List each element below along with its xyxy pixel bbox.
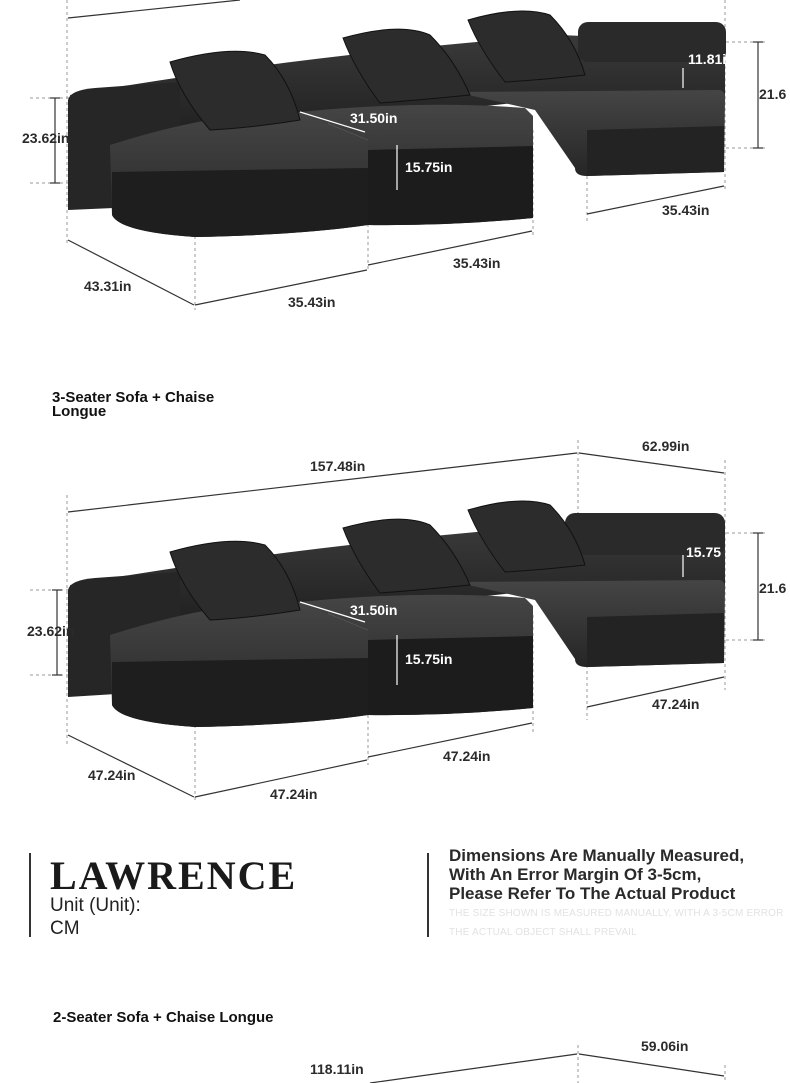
seat-front-mid xyxy=(368,146,533,225)
caption-2-seater: 2-Seater Sofa + Chaise Longue xyxy=(53,1009,274,1026)
notice-divider xyxy=(427,853,429,937)
chaise-front-2 xyxy=(587,613,724,667)
label-depth-bottom-2: 47.24in xyxy=(88,767,136,783)
seat-front-left xyxy=(112,168,368,237)
label-chaise-width-2: 47.24in xyxy=(652,696,700,712)
label-seat-b-2: 47.24in xyxy=(443,748,491,764)
sofa-1-drawing xyxy=(0,0,790,330)
unit-value: CM xyxy=(50,918,80,939)
brand-name: LAWRENCE xyxy=(50,853,298,898)
seat-front-mid-2 xyxy=(368,636,533,715)
chaise-front xyxy=(587,126,724,176)
notice-line-3: Please Refer To The Actual Product xyxy=(449,884,736,903)
label-depth-left: 23.62in xyxy=(22,130,70,146)
sofa-diagram-3 xyxy=(0,1030,790,1083)
label-seat-a-2: 47.24in xyxy=(270,786,318,802)
dimension-lines-3 xyxy=(370,1054,724,1083)
notice-sub-2: THE ACTUAL OBJECT SHALL PREVAIL xyxy=(449,927,637,938)
sofa-diagram-2 xyxy=(0,435,790,815)
label-seat-a: 35.43in xyxy=(288,294,336,310)
label-height-seat-2: 15.75in xyxy=(405,651,453,667)
label-arm-width: 11.81in xyxy=(688,51,735,67)
seat-front-left-2 xyxy=(112,658,368,727)
label-total-width-3: 118.11in xyxy=(310,1061,364,1077)
caption-3-seater: 3-Seater Sofa + Chaise Longue xyxy=(52,389,215,420)
label-depth-left-2: 23.62in xyxy=(27,623,75,639)
label-seat-b: 35.43in xyxy=(453,255,501,271)
notice-line-1: Dimensions Are Manually Measured, xyxy=(449,846,745,865)
brand-divider xyxy=(29,853,31,937)
label-depth-bottom: 43.31in xyxy=(84,278,132,294)
notice-line-2: With An Error Margin Of 3-5cm, xyxy=(449,865,702,884)
label-arm-width-2: 15.75 xyxy=(686,544,722,560)
label-height-right: 21.6 xyxy=(759,86,787,102)
sofa-3-drawing xyxy=(0,1030,790,1083)
label-chaise-length-3: 59.06in xyxy=(641,1038,689,1054)
label-width-a-2: 31.50in xyxy=(350,602,398,618)
notice-sub-1: THE SIZE SHOWN IS MEASURED MANUALLY, WITH A 3-5CM ERROR xyxy=(449,908,784,919)
label-chaise-width: 35.43in xyxy=(662,202,710,218)
label-width-a: 31.50in xyxy=(350,110,398,126)
label-total-width: 157.48in xyxy=(310,458,366,474)
sofa-2-drawing xyxy=(0,435,790,815)
sofa-diagram-1 xyxy=(0,0,790,330)
label-height-seat: 15.75in xyxy=(405,159,453,175)
label-height-right-2: 21.6 xyxy=(759,580,787,596)
unit-label: Unit (Unit): xyxy=(50,895,141,916)
label-chaise-length: 62.99in xyxy=(642,438,690,454)
